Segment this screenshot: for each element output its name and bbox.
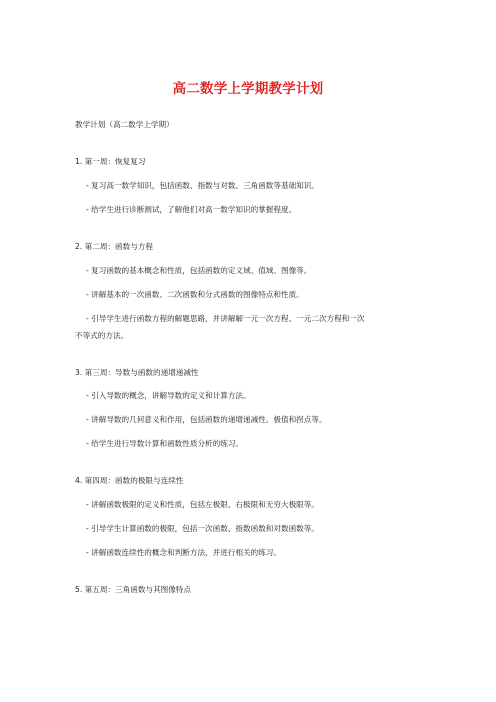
- list-item: - 讲解导数的几何意义和作用，包括函数的递增递减性、极值和拐点等。: [86, 415, 327, 424]
- week-heading: 2. 第二周：函数与方程: [75, 242, 154, 251]
- document-subtitle: 教学计划（高二数学上学期）: [75, 120, 174, 129]
- list-item: - 引导学生计算函数的极限，包括一次函数、指数函数和对数函数等。: [86, 524, 319, 533]
- list-item-continuation: 不等式的方法。: [75, 331, 129, 340]
- list-item: - 引入导数的概念，讲解导数的定义和计算方法。: [86, 391, 251, 400]
- week-heading: 4. 第四周：函数的极限与连续性: [75, 476, 184, 485]
- list-item: - 复习高一数学知识，包括函数、指数与对数、三角函数等基础知识。: [86, 181, 319, 190]
- list-item: - 给学生进行诊断测试，了解他们对高一数学知识的掌握程度。: [86, 205, 297, 214]
- list-item: - 给学生进行导数计算和函数性质分析的练习。: [86, 439, 244, 448]
- document-title: 高二数学上学期教学计划: [172, 81, 324, 97]
- list-item: - 复习函数的基本概念和性质，包括函数的定义域、值域、图像等。: [86, 266, 312, 275]
- list-item: - 讲解函数连续性的概念和判断方法，并进行相关的练习。: [86, 548, 281, 557]
- list-item: - 讲解基本的一次函数、二次函数和分式函数的图像特点和性质。: [86, 290, 304, 299]
- week-heading: 1. 第一周：恢复复习: [75, 157, 146, 166]
- week-heading: 3. 第三周：导数与函数的递增递减性: [75, 368, 199, 377]
- list-item: - 引导学生进行函数方程的解题思路，并讲解解一元一次方程、一元二次方程和一次: [86, 314, 365, 323]
- week-heading: 5. 第五周：三角函数与其图像特点: [75, 585, 191, 594]
- list-item: - 讲解函数极限的定义和性质，包括左极限、右极限和无穷大极限等。: [86, 500, 319, 509]
